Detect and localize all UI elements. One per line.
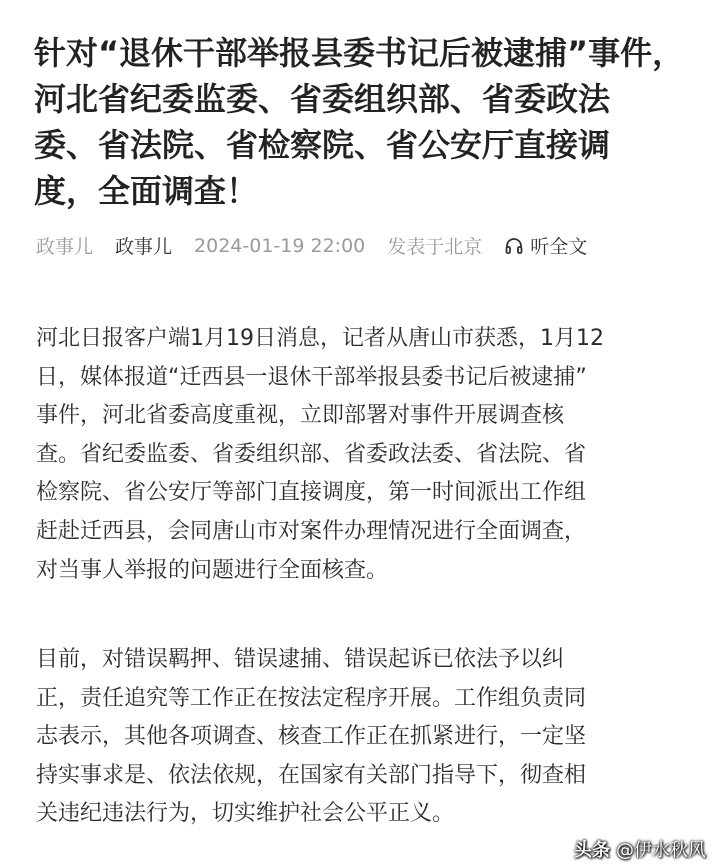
article-paragraph-1 (36, 320, 696, 590)
title-line: 度，全面调查！ (34, 172, 259, 210)
publish-time: 2024-01-19 22:00 (194, 234, 366, 257)
paragraph-line: 河北日报客户端1月19日消息，记者从唐山市获悉，1月12 (36, 326, 604, 351)
paragraph-line: 事件，河北省委高度重视，立即部署对事件开展调查核 (36, 403, 565, 429)
title-line: 针对“退休干部举报县委书记后被逮捕”事件， (34, 34, 685, 72)
article-meta (36, 232, 686, 259)
paragraph-line: 持实事求是、依法依规，在国家有关部门指导下，彻查相 (36, 762, 587, 788)
title-line: 河北省纪委监委、省委组织部、省委政法 (34, 80, 611, 118)
author-link[interactable]: 政事儿 (115, 236, 173, 258)
paragraph-line: 检察院、省公安厅等部门直接调度，第一时间派出工作组 (36, 480, 587, 506)
watermark (574, 836, 706, 862)
title-line: 委、省法院、省检察院、省公安厅直接调 (34, 126, 611, 164)
paragraph-line: 关违纪违法行为，切实维护社会公平正义。 (36, 801, 455, 827)
paragraph-line: 查。省纪委监委、省委组织部、省委政法委、省法院、省 (36, 441, 587, 467)
paragraph-line: 正，责任追究等工作正在按法定程序开展。工作组负责同 (36, 685, 587, 711)
source-label: 政事儿 (36, 236, 94, 258)
paragraph-line: 日，媒体报道“迁西县一退休干部举报县委书记后被逮捕” (36, 364, 587, 390)
paragraph-line: 对当事人举报的问题进行全面核查。 (36, 557, 389, 583)
listen-label: 听全文 (530, 236, 588, 258)
publish-location: 发表于北京 (387, 236, 483, 258)
paragraph-line: 赶赴迁西县，会同唐山市对案件办理情况进行全面调查， (36, 518, 587, 544)
paragraph-line: 志表示，其他各项调查、核查工作正在抓紧进行，一定坚 (36, 724, 587, 750)
watermark-account: @伊水秋风 (616, 840, 706, 861)
platform-logo: 头条 (574, 840, 610, 861)
article-title (34, 30, 685, 214)
listen-button[interactable] (504, 232, 587, 259)
paragraph-line: 目前，对错误羁押、错误逮捕、错误起诉已依法予以纠 (36, 647, 565, 672)
headphones-icon (504, 236, 524, 256)
article-paragraph-2 (36, 641, 696, 834)
